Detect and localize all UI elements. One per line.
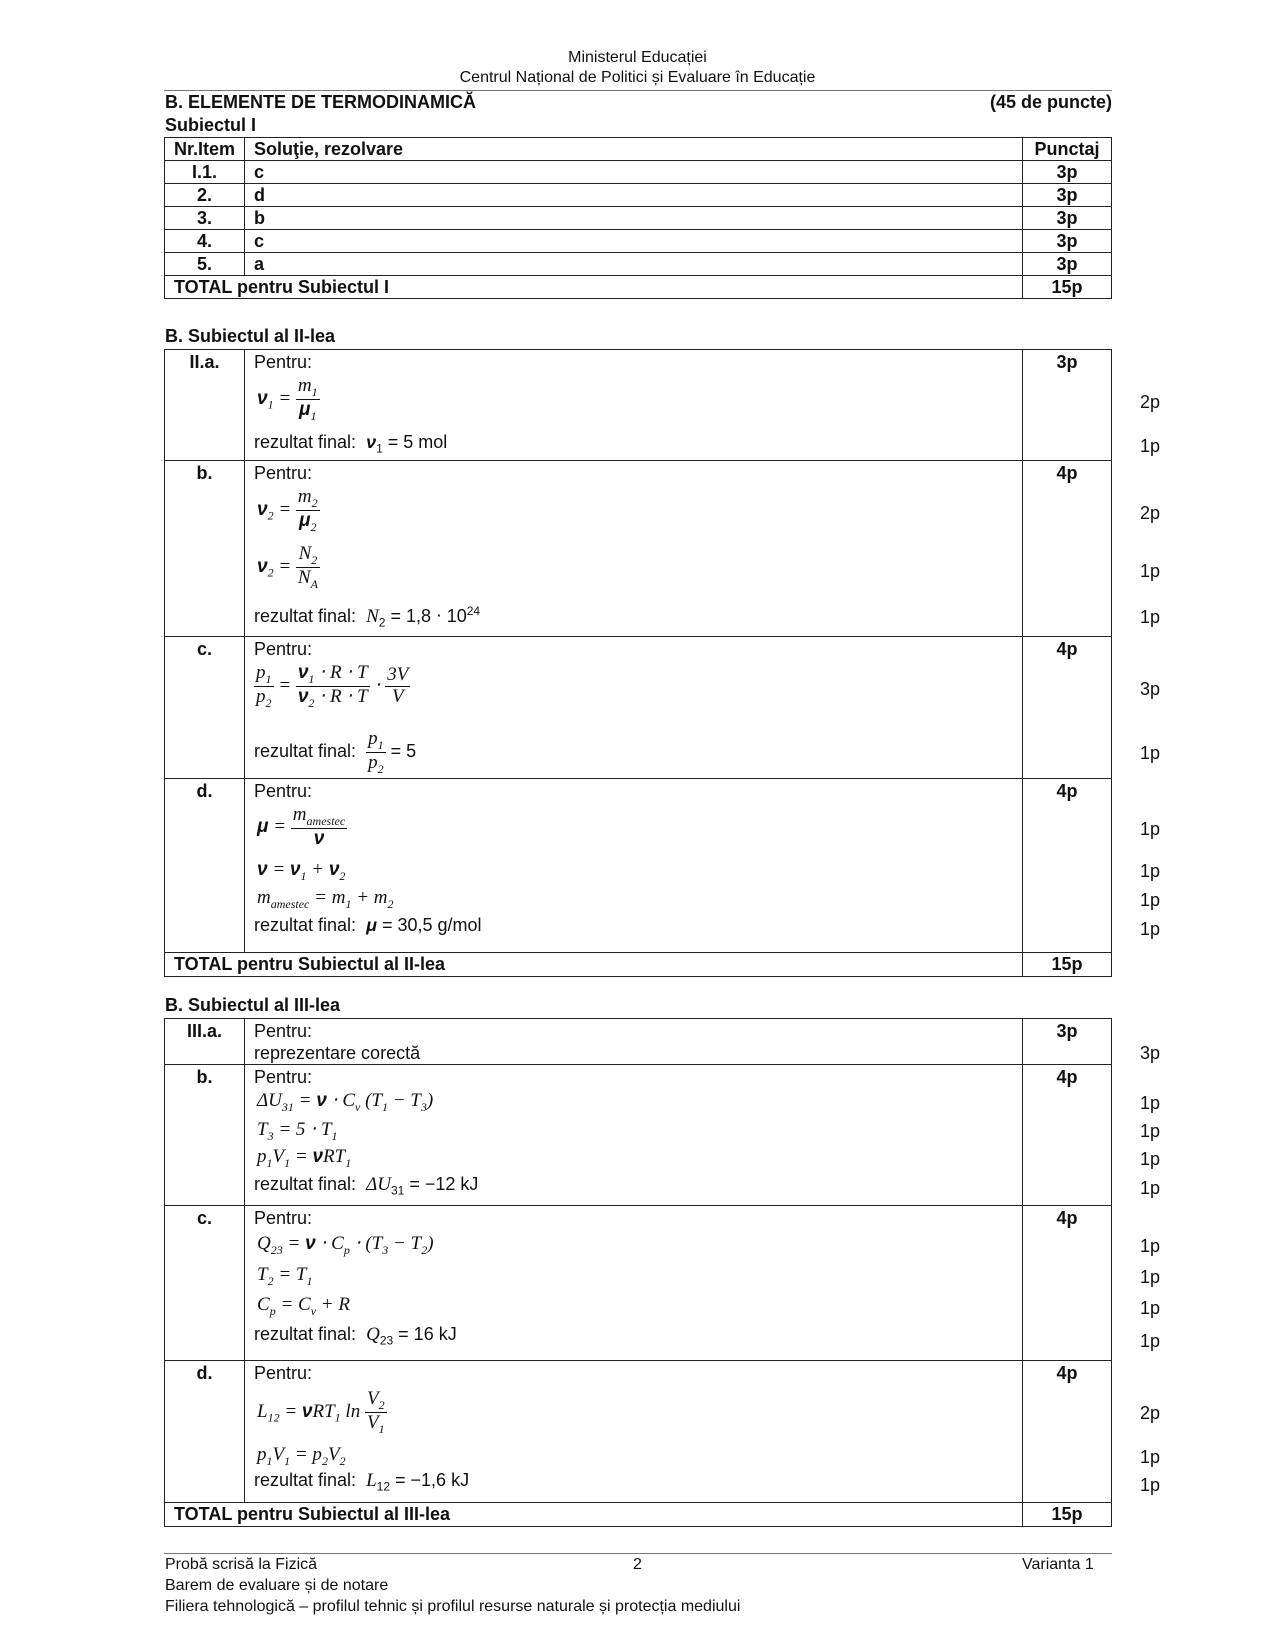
footer-exam-name: Probă scrisă la Fizică [165,1556,318,1573]
line-points: 1p [1140,919,1161,939]
line-points: 1p [1140,743,1161,763]
table-row [165,779,1112,953]
line-points: 1p [1140,1331,1161,1351]
subject-3-heading: B. Subiectul al III-lea [165,995,341,1015]
points: 4p [1056,463,1078,483]
points: 4p [1056,639,1078,659]
line-points: 1p [1140,436,1161,456]
formula: $L_{12} = \nu RT_1$ ln $\frac{V_2}{V_1}$ [257,1388,385,1436]
item-number: I.1. [165,161,245,184]
line-points: 2p [1140,392,1161,412]
formula: $\Delta U_{31} = \nu \cdot C_v$ $(T_1 - T_3)$ [257,1090,434,1114]
table-row [165,207,1112,230]
points: 3p [1023,207,1112,230]
total-points: 15p [1023,1503,1112,1527]
table-row [165,1019,1112,1065]
table-row [165,184,1112,207]
item-number: 4. [165,230,245,253]
total-label: TOTAL pentru Subiectul al II-lea [165,953,1023,977]
answer: a [245,253,1023,276]
table-row [165,1065,1112,1206]
subject-2-table [164,349,1161,977]
points: 3p [1023,253,1112,276]
formula: $C_p = C_v + R$ [257,1294,350,1318]
item-number: 5. [165,253,245,276]
subject-3-table [164,1018,1161,1527]
footer-track: Filiera tehnologică – profilul tehnic și profilul resurse naturale și protecția mediului [165,1598,741,1615]
footer-variant: Varianta 1 [1022,1556,1094,1573]
line-points: 1p [1140,1298,1161,1318]
line-points: 3p [1140,679,1161,699]
pentru-label: Pentru: [254,352,313,372]
item-number: III.a. [186,1021,222,1041]
item-number: c. [196,1208,212,1228]
line-points: 1p [1140,861,1161,881]
formula: $\nu_1$ = $\frac{m_1}{\mu_1}$ [257,375,318,423]
points: 3p [1056,352,1078,372]
final-result: rezultat final: μ = 30,5 g/mol [254,915,482,935]
points: 3p [1023,184,1112,207]
page-number: 2 [633,1556,642,1573]
points: 4p [1056,1208,1078,1228]
formula: $p_1V_1 = p_2V_2$ [257,1444,346,1468]
final-result: rezultat final: $\Delta U_{31} = -12$ kJ [254,1174,479,1198]
header-rule [164,90,1112,91]
section-title: B. ELEMENTE DE TERMODINAMICĂ [165,92,477,112]
line-text: reprezentare corectă [254,1043,421,1063]
formula: $p_1V_1 = \nu RT_1$ [257,1146,352,1170]
pentru-label: Pentru: [254,781,313,801]
final-result: rezultat final: $Q_{23} = 16$ kJ [254,1324,457,1348]
table-header-row [165,138,1112,161]
total-label: TOTAL pentru Subiectul I [165,276,1023,299]
pentru-label: Pentru: [254,1021,313,1041]
table-row [165,461,1112,637]
ministry-name: Ministerul Educației [568,49,707,66]
total-row [165,276,1112,299]
subject-1-heading: Subiectul I [165,115,257,135]
formula: $m_{amestec} = m_1 + m_2$ [257,887,394,911]
answer: b [245,207,1023,230]
points: 3p [1023,161,1112,184]
points: 3p [1023,230,1112,253]
formula: $\nu_2$ = $\frac{N_2}{N_A}$ [257,543,318,591]
table-row [165,161,1112,184]
points: 4p [1056,1067,1078,1087]
line-points: 1p [1140,1267,1161,1287]
item-number: d. [196,1363,213,1383]
col-item-header: Nr.Item [165,138,245,161]
line-points: 1p [1140,819,1161,839]
formula: $\nu = \nu_1 + \nu_2$ [257,859,346,883]
pentru-label: Pentru: [254,463,313,483]
col-points-header: Punctaj [1023,138,1112,161]
formula: $T_3 = 5 \cdot T_1$ [257,1119,338,1143]
footer-rule [164,1553,1112,1554]
answer: d [245,184,1023,207]
total-label: TOTAL pentru Subiectul al III-lea [165,1503,1023,1527]
points: 3p [1056,1021,1078,1041]
table-row [165,350,1112,461]
final-result: rezultat final: $L_{12} = -1,6$ kJ [254,1470,470,1494]
line-points: 1p [1140,1236,1161,1256]
answer: c [245,161,1023,184]
formula: $\frac{p_1}{p_2}$ = $\frac{\nu_1 \cdot R \cdot T}{\nu_2 \cdot R \cdot T}$ ⋅ $\frac{3V}{V}$ [256,662,409,710]
line-points: 2p [1140,1403,1161,1423]
table-row [165,637,1112,779]
final-result: rezultat final: $\nu_1 = 5$ mol [254,432,448,456]
final-result: rezultat final: $N_2 = 1,8 \cdot 10^{24}$ [254,604,481,630]
line-points: 1p [1140,1149,1161,1169]
total-row [165,1503,1112,1527]
item-number: c. [196,639,212,659]
line-points: 1p [1140,1093,1161,1113]
total-points: 15p [1023,953,1112,977]
item-number: 3. [165,207,245,230]
table-row [165,230,1112,253]
formula: $T_2 = T_1$ [257,1264,313,1288]
item-number: 2. [165,184,245,207]
line-points: 1p [1140,607,1161,627]
points: 4p [1056,781,1078,801]
points: 4p [1056,1363,1078,1383]
item-number: b. [196,1067,213,1087]
pentru-label: Pentru: [254,1067,313,1087]
item-number: II.a. [189,352,220,372]
pentru-label: Pentru: [254,639,313,659]
line-points: 1p [1140,1121,1161,1141]
total-row [165,953,1112,977]
formula: $\nu_2$ = $\frac{m_2}{\mu_2}$ [257,486,318,534]
line-points: 1p [1140,1178,1161,1198]
final-result: rezultat final: $\frac{p_1}{p_2}$ = 5 [254,728,417,776]
answer: c [245,230,1023,253]
line-points: 2p [1140,503,1161,523]
total-points: 15p [1023,276,1112,299]
section-points: (45 de puncte) [989,92,1112,112]
subject-2-heading: B. Subiectul al II-lea [165,326,336,346]
item-number: d. [196,781,213,801]
line-points: 1p [1140,890,1161,910]
line-points: 1p [1140,561,1161,581]
formula: μ = $\frac{m_{amestec}}{\nu}$ [257,804,346,849]
line-points: 1p [1140,1475,1161,1495]
line-points: 1p [1140,1447,1161,1467]
pentru-label: Pentru: [254,1363,313,1383]
footer-document-type: Barem de evaluare și de notare [165,1577,389,1594]
pentru-label: Pentru: [254,1208,313,1228]
item-number: b. [196,463,213,483]
table-row [165,1206,1112,1361]
table-row [165,1361,1112,1503]
subject-1-table [164,137,1112,299]
line-points: 3p [1140,1043,1161,1063]
center-name: Centrul Național de Politici și Evaluare în Educație [459,69,816,86]
formula: $Q_{23} = \nu \cdot C_p \cdot (T_3 - T_2)$ [257,1233,434,1257]
table-row [165,253,1112,276]
col-solution-header: Soluţie, rezolvare [245,138,1023,161]
